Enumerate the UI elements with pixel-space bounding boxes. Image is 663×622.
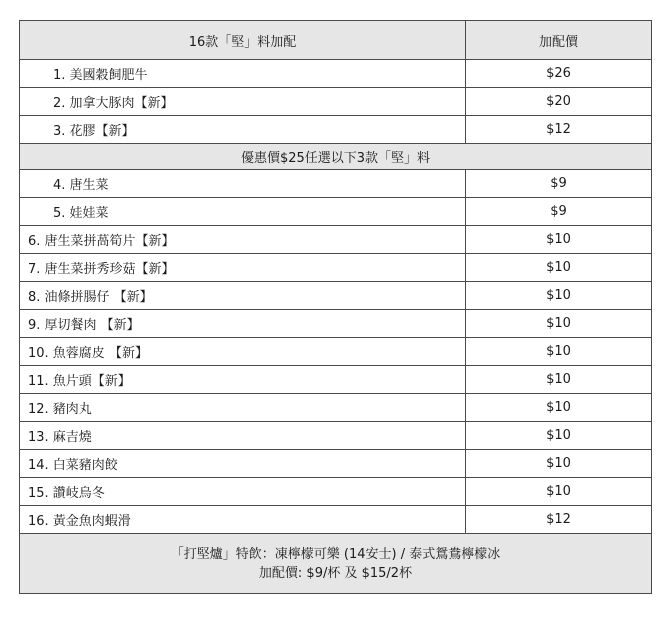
item-name: 3. 花膠【新】 xyxy=(20,116,466,144)
item-name: 13. 麻吉燒 xyxy=(20,422,466,450)
table-row xyxy=(20,88,652,116)
item-price: $10 xyxy=(466,282,652,310)
item-price: $26 xyxy=(466,60,652,88)
item-name: 15. 讚岐烏冬 xyxy=(20,478,466,506)
item-name: 16. 黃金魚肉蝦滑 xyxy=(20,506,466,534)
item-name: 8. 油條拼腸仔 【新】 xyxy=(20,282,466,310)
item-name: 6. 唐生菜拼萵筍片【新】 xyxy=(20,226,466,254)
table-row xyxy=(20,338,652,366)
price-column-header: 加配價 xyxy=(466,21,652,60)
item-name: 14. 白菜豬肉餃 xyxy=(20,450,466,478)
table-row xyxy=(20,116,652,144)
item-name: 7. 唐生菜拼秀珍菇【新】 xyxy=(20,254,466,282)
table-row xyxy=(20,478,652,506)
item-price: $10 xyxy=(466,338,652,366)
add-on-menu-table xyxy=(19,20,652,594)
item-price: $9 xyxy=(466,198,652,226)
table-row xyxy=(20,198,652,226)
drink-offer-cell xyxy=(20,534,652,594)
table-row xyxy=(20,366,652,394)
item-price: $10 xyxy=(466,450,652,478)
item-price: $10 xyxy=(466,310,652,338)
item-price: $20 xyxy=(466,88,652,116)
item-price: $9 xyxy=(466,170,652,198)
table-row xyxy=(20,506,652,534)
drink-offer-title: 「打堅爐」特飲：凍檸檬可樂 (14安士) / 泰式鴛鴦檸檬冰 xyxy=(170,546,501,562)
promo-section-label: 優惠價$25任選以下3款「堅」料 xyxy=(20,144,652,170)
table-row xyxy=(20,226,652,254)
item-name: 11. 魚片頭【新】 xyxy=(20,366,466,394)
table-row xyxy=(20,422,652,450)
item-name: 9. 厚切餐肉 【新】 xyxy=(20,310,466,338)
drink-offer-price: 加配價: $9/杯 及 $15/2杯 xyxy=(258,565,413,581)
item-price: $12 xyxy=(466,506,652,534)
item-name: 10. 魚蓉腐皮 【新】 xyxy=(20,338,466,366)
item-price: $10 xyxy=(466,226,652,254)
item-price: $10 xyxy=(466,366,652,394)
table-row xyxy=(20,310,652,338)
table-row xyxy=(20,170,652,198)
item-name: 1. 美國穀飼肥牛 xyxy=(20,60,466,88)
item-price: $12 xyxy=(466,116,652,144)
item-price: $10 xyxy=(466,254,652,282)
item-price: $10 xyxy=(466,394,652,422)
drink-offer-row xyxy=(20,534,652,594)
item-price: $10 xyxy=(466,422,652,450)
item-name: 2. 加拿大豚肉【新】 xyxy=(20,88,466,116)
table-header-row xyxy=(20,21,652,60)
promo-section-row xyxy=(20,144,652,170)
item-name: 12. 豬肉丸 xyxy=(20,394,466,422)
table-row xyxy=(20,394,652,422)
table-row xyxy=(20,254,652,282)
item-price: $10 xyxy=(466,478,652,506)
item-column-header: 16款「堅」料加配 xyxy=(20,21,466,60)
item-name: 4. 唐生菜 xyxy=(20,170,466,198)
table-row xyxy=(20,60,652,88)
table-row xyxy=(20,282,652,310)
table-row xyxy=(20,450,652,478)
item-name: 5. 娃娃菜 xyxy=(20,198,466,226)
